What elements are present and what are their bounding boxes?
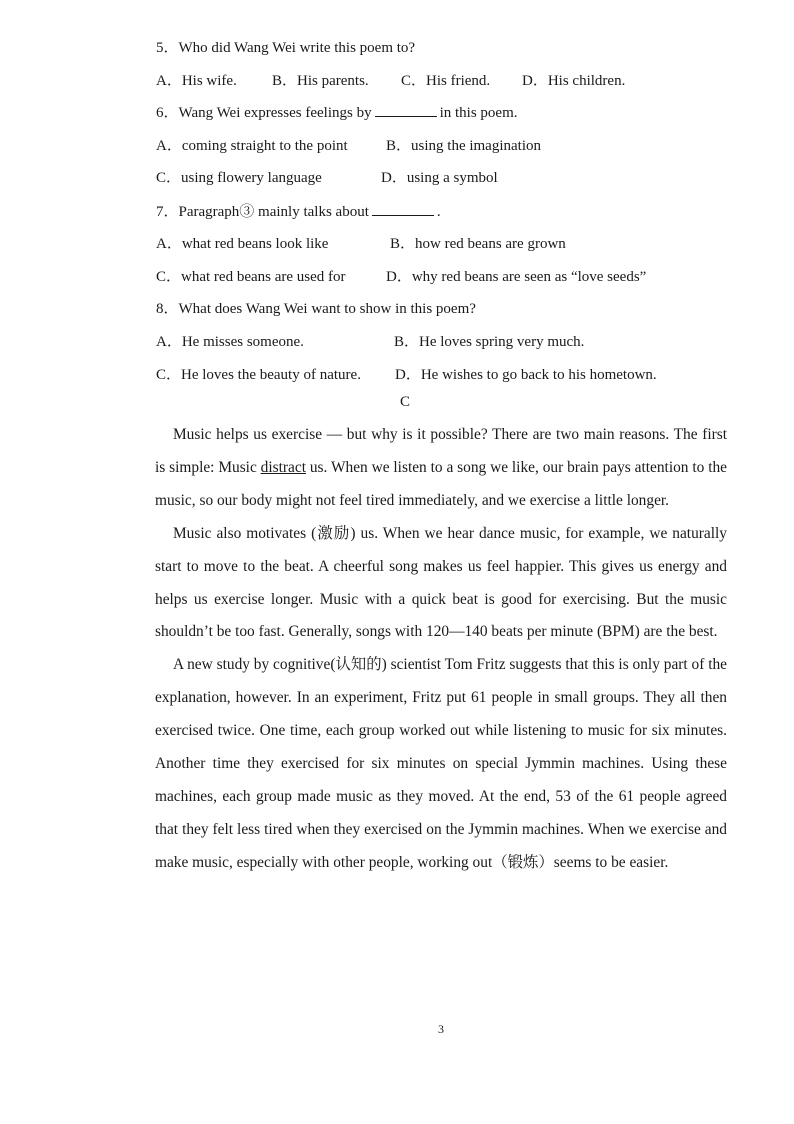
- q8-option-b: B．He loves spring very much.: [394, 334, 585, 350]
- question-6-stem: 6．Wang Wei expresses feelings by in this poem.: [156, 105, 518, 121]
- q7-option-d: D．why red beans are seen as “love seeds”: [386, 269, 647, 285]
- q5-option-a: A．His wife.: [156, 73, 237, 89]
- q7-option-b: B．how red beans are grown: [390, 236, 566, 252]
- q5-option-b: B．His parents.: [272, 73, 369, 89]
- question-7-stem: 7．Paragraph③ mainly talks about .: [156, 204, 441, 220]
- q6-option-b: B．using the imagination: [386, 138, 541, 154]
- q8-option-a: A．He misses someone.: [156, 334, 304, 350]
- section-heading: C: [400, 394, 411, 410]
- underlined-word: distract: [260, 458, 306, 476]
- q7-option-c: C．what red beans are used for: [156, 269, 346, 285]
- passage-paragraph-1: Music helps us exercise — but why is it possible? There are two main reasons. The first is simple: Music distract us. When we listen to a song we like, our brain pays attention to the music, so our body might not feel tired immediately, and we exercise a little longer.: [155, 426, 728, 509]
- passage-paragraph-2: Music also motivates (激励) us. When we hear dance music, for example, we naturally start to move to the beat. A cheerful song makes us feel happier. This gives us energy and helps us exercise longer. Music with a quick beat is good for exercising. But the music shouldn’t be too fast. Generally, songs with 120—140 beats per minute (BPM) are the best.: [155, 524, 727, 641]
- page-number: 3: [438, 1022, 444, 1036]
- q6-option-a: A．coming straight to the point: [156, 138, 348, 154]
- answer-blank: [375, 104, 437, 117]
- q5-option-d: D．His children.: [522, 73, 626, 89]
- q5-option-c: C．His friend.: [401, 73, 491, 89]
- question-5-stem: [156, 36, 415, 57]
- question-8-stem: 8．What does Wang Wei want to show in this poem?: [156, 301, 476, 317]
- q8-option-d: D．He wishes to go back to his hometown.: [395, 367, 657, 383]
- q6-option-c: C．using flowery language: [156, 170, 322, 186]
- question-5-text: 5．Who did Wang Wei write this poem to?: [156, 40, 416, 56]
- q7-option-a: A．what red beans look like: [156, 236, 329, 252]
- q6-option-d: D．using a symbol: [381, 170, 498, 186]
- q8-option-c: C．He loves the beauty of nature.: [156, 367, 361, 383]
- reading-passage: [155, 419, 727, 880]
- answer-blank: [372, 203, 434, 216]
- passage-paragraph-3: A new study by cognitive(认知的) scientist Tom Fritz suggests that this is only part of the explanation, however. In an experiment, Fritz put 61 people in small groups. They all then exercised twice. One time, each group worked out while listening to music for six minutes. Another time they exercised for six minutes on special Jymmin machines. Using these machines, each group made music as they moved. At the end, 53 of the 61 people agreed that they felt less tired when they exercised on the Jymmin machines. When we exercise and make music, especially with other people, working out（锻炼）seems to be easier.: [155, 656, 727, 871]
